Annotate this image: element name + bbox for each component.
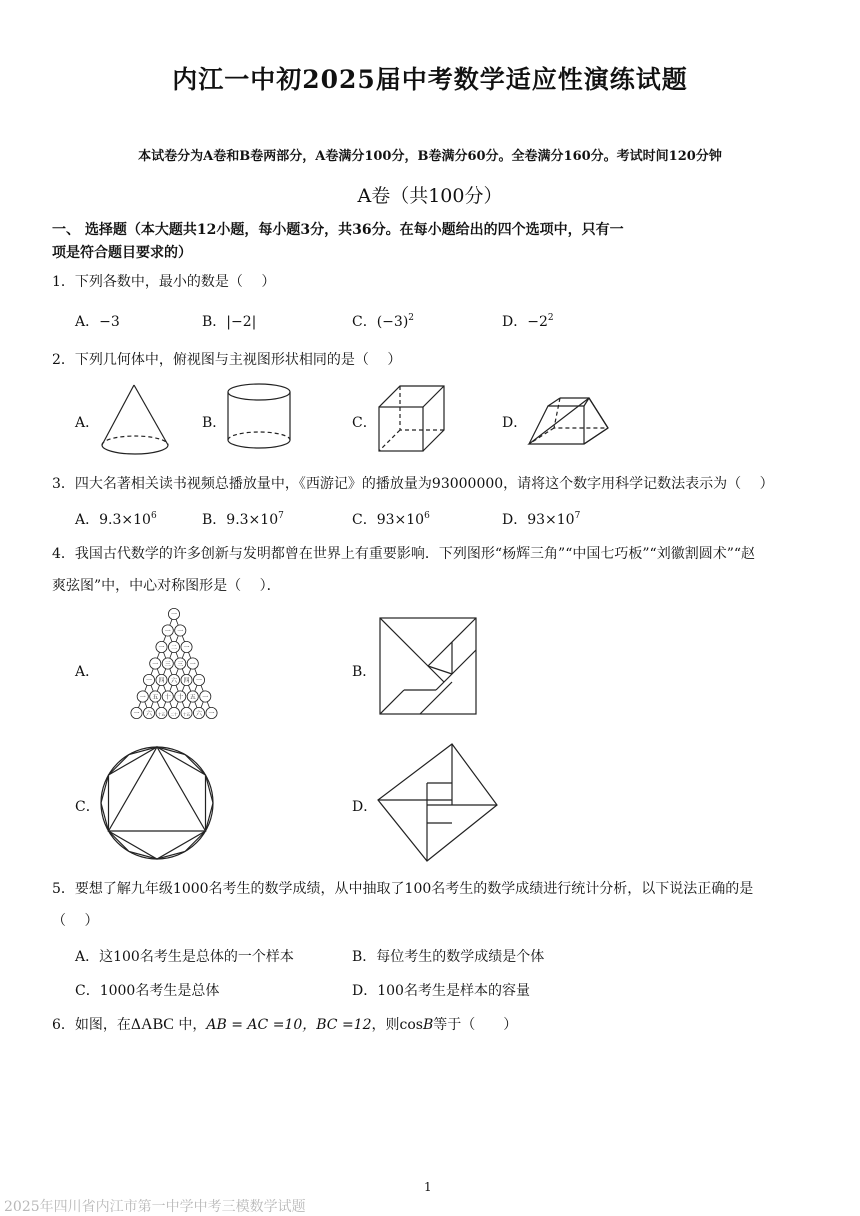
q1-option-b: B．|−2| xyxy=(202,314,257,330)
triangle-node-label: 一 xyxy=(133,710,140,718)
triangle-node-label: 一 xyxy=(208,710,215,718)
q3-option-b: B．$9.3\times 10^7$ xyxy=(202,511,284,528)
q2-option-a: A． xyxy=(75,415,100,431)
q1-option-d: D．$-2^2$ xyxy=(502,313,554,330)
triangle-node-label: 一 xyxy=(195,677,203,685)
triangle-node-label: 十五 xyxy=(182,712,191,717)
q2-stem: 2．下列几何体中，俯视图与主视图形状相同的是（ ） xyxy=(52,352,402,368)
q2-option-d: D． xyxy=(502,415,528,431)
q2-option-c: C． xyxy=(352,415,377,431)
triangle-node-label: 一 xyxy=(189,660,196,668)
triangle-node-label: 五 xyxy=(189,693,196,701)
triangle-node-label: 二十 xyxy=(170,712,178,717)
triangle-node-label: 一 xyxy=(170,611,178,619)
triangle-node-label: 十五 xyxy=(157,712,166,717)
page-title: 内江一中初2025届中考数学适应性演练试题 xyxy=(172,65,688,94)
q4-stem-line2: 爽弦图”中，中心对称图形是（ ）． xyxy=(52,578,281,594)
q3-option-d: D．$93\times 10^7$ xyxy=(502,511,581,528)
triangle-node-label: 一 xyxy=(145,677,153,685)
triangle-node-label: 十 xyxy=(177,693,184,701)
q2-option-b: B． xyxy=(202,415,227,431)
triangle-node-label: 四 xyxy=(183,677,190,685)
q4-stem-line1: 4．我国古代数学的许多创新与发明都曾在世界上有重要影响．下列图形“杨辉三角”“中国七巧板”“刘徽割圆术”“赵 xyxy=(52,546,756,562)
triangle-node-label: 五 xyxy=(152,693,159,701)
section-a-heading: A卷（共100分） xyxy=(357,185,503,207)
q4-option-d: D． xyxy=(352,799,378,815)
part1-heading-line2: 项是符合题目要求的） xyxy=(52,245,192,261)
triangle-node-label: 一 xyxy=(152,660,159,668)
triangle-node-label: 二 xyxy=(170,644,178,652)
frustum-icon xyxy=(528,388,610,452)
yanghui-triangle-figure xyxy=(96,606,256,726)
triangle-node-label: 六 xyxy=(195,710,203,718)
q3-option-c: C．$93\times 10^6$ xyxy=(352,511,430,528)
q4-option-a: A． xyxy=(75,664,100,680)
q5-option-b: B．每位考生的数学成绩是个体 xyxy=(352,949,545,965)
triangle-node-label: 六 xyxy=(145,710,153,718)
triangle-node-label: 一 xyxy=(183,644,190,652)
triangle-node-label: 一 xyxy=(158,644,165,652)
q1-stem: 1．下列各数中，最小的数是（ ） xyxy=(52,274,276,290)
zhao-shuang-figure xyxy=(377,743,499,863)
page-number: 1 xyxy=(424,1180,432,1194)
triangle-node-label: 一 xyxy=(139,693,146,701)
q1-option-a: A．−3 xyxy=(75,314,120,330)
cylinder-icon xyxy=(227,383,293,455)
watermark: 2025年四川省内江市第一中学中考三模数学试题 xyxy=(4,1199,306,1215)
q6-stem: 6．如图，在ΔABC 中，AB = AC =10，BC =12，则cosB等于（ ） xyxy=(52,1016,518,1033)
tangram-figure xyxy=(379,617,477,715)
q4-option-c: C． xyxy=(75,799,100,815)
triangle-node-label: 四 xyxy=(158,677,165,685)
part1-heading-line1: 一、 选择题（本大题共12小题，每小题3分，共36分。在每小题给出的四个选项中，只有一 xyxy=(52,222,624,238)
q5-option-d: D．100名考生是样本的容量 xyxy=(352,983,530,999)
exam-intro: 本试卷分为A卷和B卷两部分，A卷满分100分，B卷满分60分。全卷满分160分。考试时间120分钟 xyxy=(138,149,722,164)
q3-stem: 3．四大名著相关读书视频总播放量中，《西游记》的播放量为93000000，请将这个数字用科学记数法表示为（ ） xyxy=(52,476,774,492)
triangle-node-label: 一 xyxy=(202,693,209,701)
triangle-node-label: 三 xyxy=(164,660,171,668)
triangle-node-label: 三 xyxy=(177,660,184,668)
q3-option-a: A．$9.3\times 10^6$ xyxy=(75,511,157,528)
triangle-node-label: 一 xyxy=(177,627,184,635)
triangle-node-label: 一 xyxy=(164,627,171,635)
q4-option-b: B． xyxy=(352,664,377,680)
q5-option-c: C．1000名考生是总体 xyxy=(75,983,220,999)
liu-hui-circle-figure xyxy=(99,745,215,861)
q5-stem-line2: （ ） xyxy=(52,913,99,929)
cube-icon xyxy=(378,385,448,455)
triangle-node-label: 十 xyxy=(164,693,171,701)
cone-icon xyxy=(100,383,172,455)
q5-option-a: A．这100名考生是总体的一个样本 xyxy=(75,949,294,965)
q5-stem-line1: 5．要想了解九年级1000名考生的数学成绩，从中抽取了100名考生的数学成绩进行统计分析，以下说法正确的是 xyxy=(52,881,754,897)
triangle-node-label: 六 xyxy=(170,677,178,685)
q1-option-c: C．$(-3)^2$ xyxy=(352,313,415,330)
